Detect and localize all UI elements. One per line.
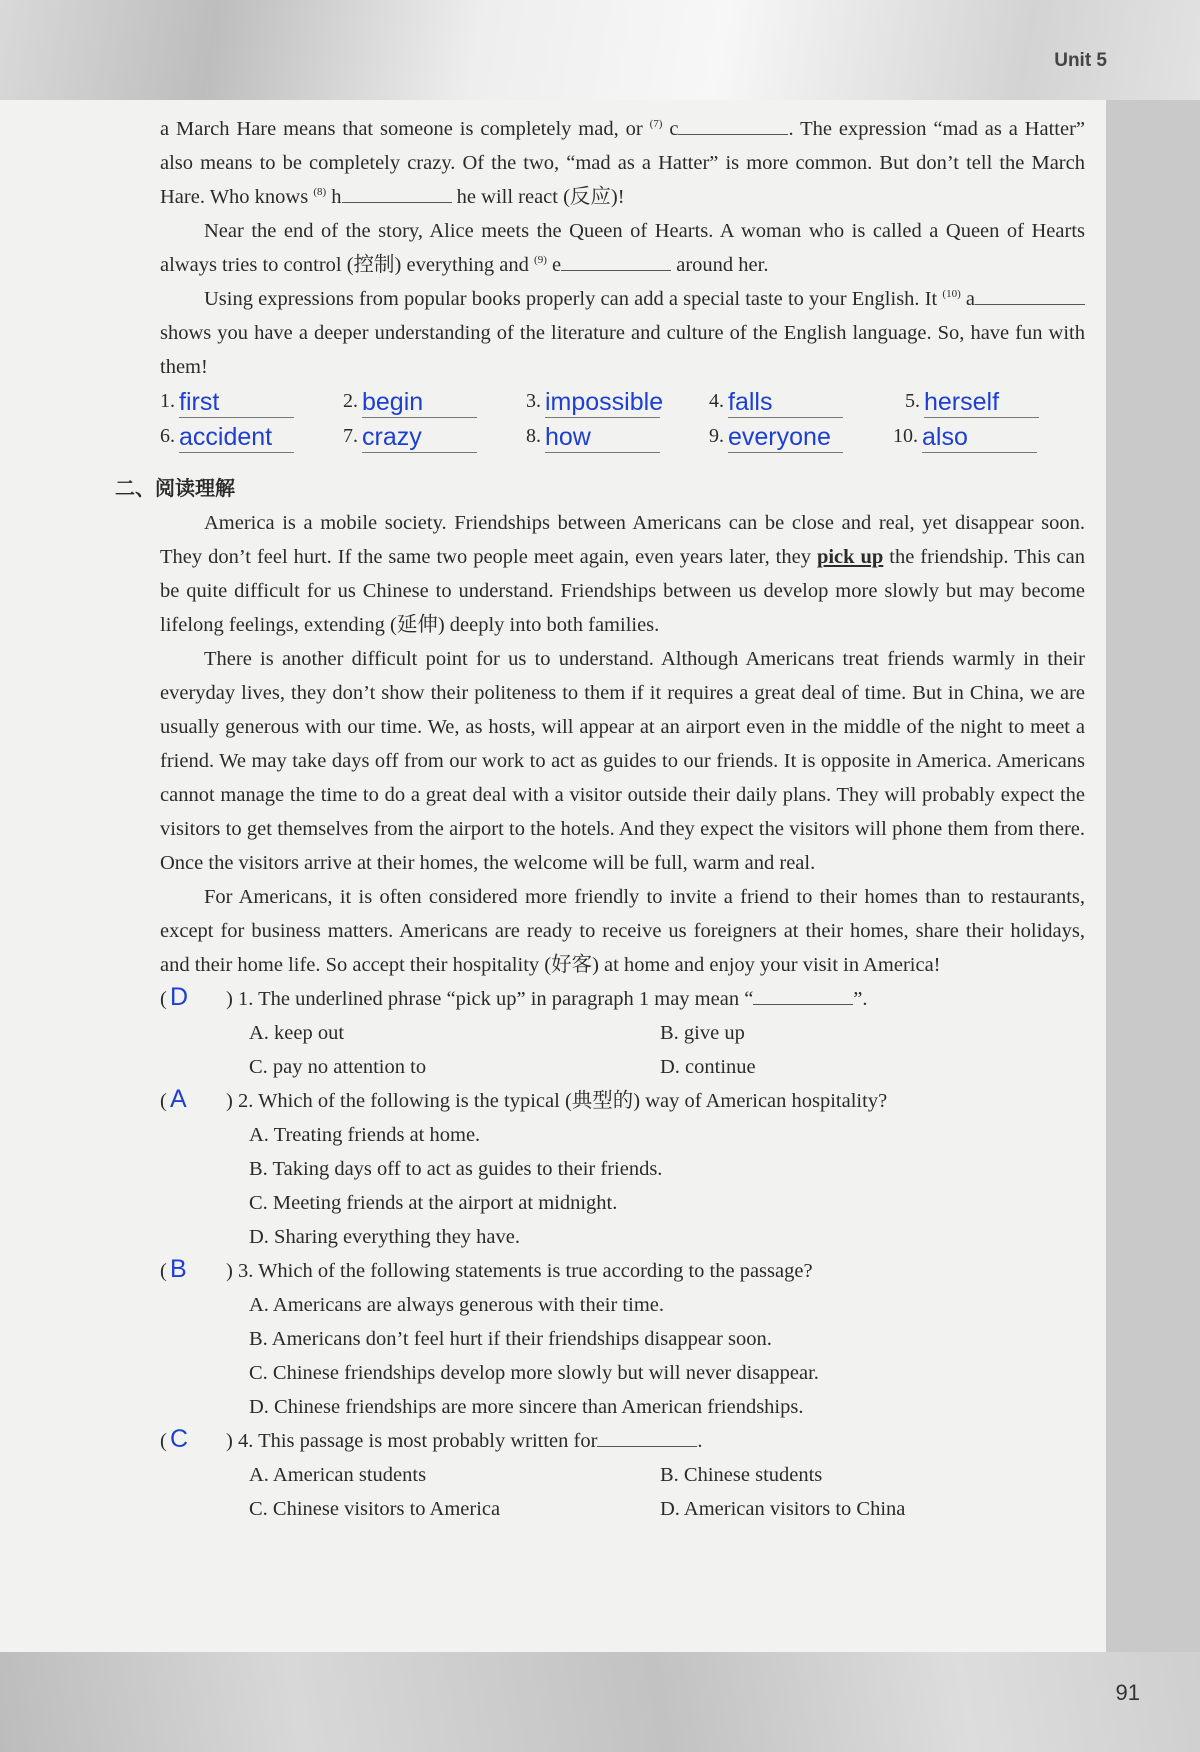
cloze-answer-grid <box>160 384 1085 456</box>
section-heading-reading: 二、阅读理解 <box>115 476 235 500</box>
answer-8[interactable]: 8. how <box>526 419 660 453</box>
cloze-paragraph-3: Using expressions from popular books properly can add a special taste to your English. It $^{(10)}$ a shows you have a deeper understanding of the literature and culture of the English language. So, have fun with them! <box>160 282 1085 384</box>
option-b[interactable]: B. give up <box>660 1022 745 1044</box>
scan-bottom-border <box>0 1652 1200 1752</box>
reading-paragraph-2: There is another difficult point for us to understand. Although Americans treat friends warmly in their everyday lives, they don’t show their politeness to them if it requires a great deal of time. But in China, we are usually generous with our time. We, as hosts, will appear at an airport even in the middle of the night to meet a friend. We may take days off from our work to act as guides to our friends. It is opposite in America. Americans cannot manage the time to do a great deal with a visitor outside their daily plans. They will probably expect the visitors to get themselves from the airport to the hotels. And they expect the visitors will phone them from there. Once the visitors arrive at their homes, the welcome will be full, warm and real. <box>160 648 1085 874</box>
option-b[interactable]: B. Taking days off to act as guides to their friends. <box>249 1158 663 1180</box>
question-1: ( D ) 1. The underlined phrase “pick up” in paragraph 1 may mean “ ”. <box>160 982 1085 1016</box>
option-c[interactable]: C. Chinese friendships develop more slowly but will never disappear. <box>249 1362 819 1384</box>
answer-1[interactable]: 1. first <box>160 384 294 418</box>
cloze-paragraph-2: Near the end of the story, Alice meets the Queen of Hearts. A woman who is called a Queen of Hearts always tries to control (控制) everything and $^{(9)}$ e around her. <box>160 220 1085 276</box>
question-4-blank[interactable] <box>597 1426 697 1447</box>
page-number: 91 <box>1115 1680 1140 1705</box>
answer-mark-4[interactable]: C <box>170 1425 189 1453</box>
page-content <box>115 112 1086 1526</box>
reading-paragraph-1: America is a mobile society. Friendships between Americans can be close and real, yet disappear soon. They don’t feel hurt. If the same two people meet again, even years later, they pick up the friendship. This can be quite difficult for us Chinese to understand. Friendships between us develop more slowly but may become lifelong feelings, extending (延伸) deeply into both families. <box>160 512 1085 636</box>
answer-mark-1[interactable]: D <box>170 983 189 1011</box>
answer-3[interactable]: 3. impossible <box>526 388 664 416</box>
question-1-blank[interactable] <box>753 984 853 1005</box>
answer-6[interactable]: 6. accident <box>160 419 294 453</box>
underlined-phrase: pick up <box>816 546 884 568</box>
blank-9[interactable] <box>561 250 671 271</box>
option-b[interactable]: B. Chinese students <box>660 1464 823 1486</box>
option-a[interactable]: A. Americans are always generous with their time. <box>249 1294 664 1316</box>
question-3: ( B ) 3. Which of the following statements is true according to the passage? <box>160 1254 1085 1288</box>
question-4: ( C ) 4. This passage is most probably written for . <box>160 1424 1085 1458</box>
blank-7[interactable] <box>678 114 788 135</box>
blank-8[interactable] <box>342 182 452 203</box>
option-d[interactable]: D. continue <box>660 1056 756 1078</box>
option-c[interactable]: C. Meeting friends at the airport at midnight. <box>249 1192 618 1214</box>
answer-7[interactable]: 7. crazy <box>343 419 477 453</box>
option-d[interactable]: D. Sharing everything they have. <box>249 1226 520 1248</box>
option-b[interactable]: B. Americans don’t feel hurt if their friendships disappear soon. <box>249 1328 772 1350</box>
question-1-options-row-2 <box>160 1050 1085 1084</box>
scan-top-border <box>0 0 1200 100</box>
option-a[interactable]: A. American students <box>249 1464 427 1486</box>
reading-paragraph-3: For Americans, it is often considered more friendly to invite a friend to their homes than to restaurants, except for business matters. Americans are ready to receive us foreigners at their homes, share their holidays, and their home life. So accept their hospitality (好客) at home and enjoy your visit in America! <box>160 886 1085 976</box>
option-a[interactable]: A. keep out <box>249 1022 345 1044</box>
answer-10[interactable]: 10. also <box>893 419 1037 453</box>
page <box>0 100 1106 1652</box>
option-d[interactable]: D. Chinese friendships are more sincere than American friendships. <box>249 1396 804 1418</box>
cloze-paragraph-1: a March Hare means that someone is completely mad, or $^{(7)}$ c . The expression “mad as a Hatter” also means to be completely crazy. Of the two, “mad as a Hatter” is more common. But don’t tell the March Hare. Who knows $^{(8)}$ h he will react (反应)! <box>160 112 1085 214</box>
option-a[interactable]: A. Treating friends at home. <box>249 1124 481 1146</box>
answer-mark-3[interactable]: B <box>170 1255 187 1283</box>
unit-label: Unit 5 <box>1054 50 1107 71</box>
answer-2[interactable]: 2. begin <box>343 384 477 418</box>
question-1-options-row-1 <box>160 1016 1085 1050</box>
answer-9[interactable]: 9. everyone <box>709 419 843 453</box>
option-d[interactable]: D. American visitors to China <box>660 1498 906 1520</box>
option-c[interactable]: C. pay no attention to <box>249 1056 427 1078</box>
option-c[interactable]: C. Chinese visitors to America <box>249 1498 501 1520</box>
answer-5[interactable]: 5. herself <box>905 384 1039 418</box>
answer-mark-2[interactable]: A <box>170 1085 187 1113</box>
question-2: ( A ) 2. Which of the following is the typical (典型的) way of American hospitality? <box>160 1084 1085 1118</box>
answer-4[interactable]: 4. falls <box>709 384 843 418</box>
blank-10[interactable] <box>975 284 1085 305</box>
